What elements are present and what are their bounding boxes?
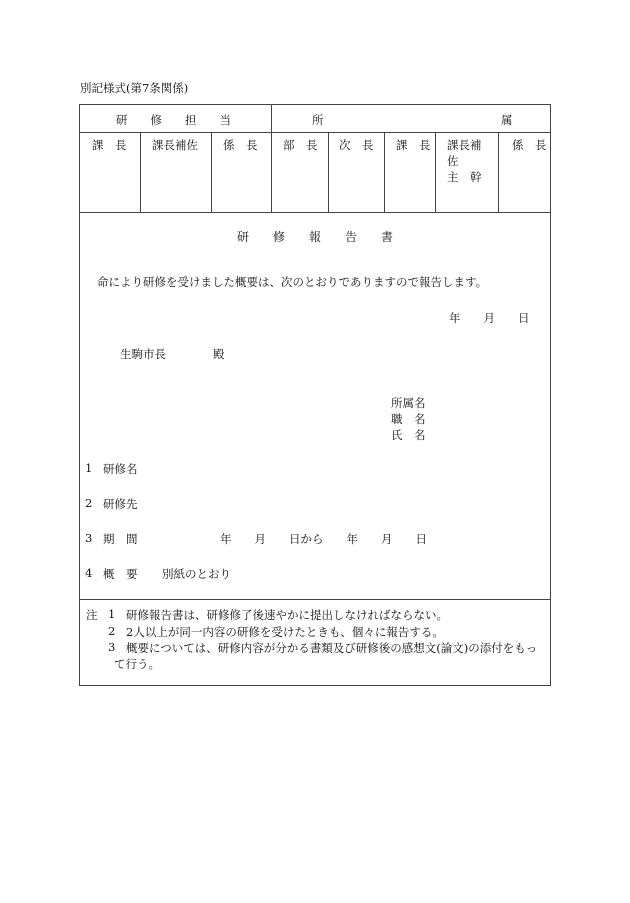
cell-kakaricho: 係 長 — [223, 138, 258, 152]
cell-kacho-hosa-shukan: 課長補 — [447, 138, 482, 152]
item-value-summary: 別紙のとおり — [162, 567, 231, 581]
divider — [80, 599, 550, 600]
header-affiliation-1: 所 — [312, 113, 324, 127]
divider — [328, 132, 329, 212]
report-body — [79, 212, 551, 686]
sender-name-label: 氏 名 — [391, 428, 426, 442]
header-training-dept: 研 修 担 当 — [116, 113, 231, 127]
approval-stamp-table — [79, 104, 551, 213]
item-label-period: 期 間 — [103, 532, 138, 546]
item-number: 4 — [85, 566, 93, 580]
divider — [140, 132, 141, 212]
intro-text: 命により研修を受けました概要は、次のとおりでありますので報告します。 — [97, 275, 488, 289]
honorific: 殿 — [213, 347, 225, 361]
note-number: 2 — [108, 624, 116, 638]
cell-kacho-2: 課 長 — [396, 138, 431, 152]
item-number: 3 — [85, 531, 93, 545]
cell-bucho: 部 長 — [283, 138, 318, 152]
sender-dept-label: 所属名 — [391, 396, 426, 410]
item-number: 1 — [85, 461, 93, 475]
report-title: 研 修 報 告 書 — [236, 230, 393, 244]
note-number: 3 — [108, 640, 116, 654]
addressee: 生駒市長 — [120, 347, 166, 361]
note-number: 1 — [108, 607, 116, 621]
cell-kacho-hosa: 課長補佐 — [152, 138, 198, 152]
header-affiliation-2: 属 — [501, 113, 513, 127]
divider — [271, 105, 272, 212]
cell-kakaricho-2: 係 長 — [512, 138, 547, 152]
form-caption: 別記様式(第7条関係) — [80, 81, 189, 95]
item-number: 2 — [85, 496, 93, 510]
sender-title-label: 職 名 — [391, 412, 426, 426]
date-line: 年 月 日 — [449, 311, 530, 325]
divider — [384, 132, 385, 212]
item-label-summary: 概 要 — [103, 567, 138, 581]
notes-prefix: 注 — [86, 608, 98, 622]
note-text: 研修報告書は、研修修了後速やかに提出しなければならない。 — [126, 608, 448, 622]
divider — [211, 132, 212, 212]
note-text: 2人以上が同一内容の研修を受けたときも、個々に報告する。 — [126, 625, 444, 639]
cell-kacho-hosa-shukan-3: 主 幹 — [447, 170, 482, 184]
note-text: 概要については、研修内容が分かる書類及び研修後の感想文(論文)の添付をもっ — [126, 641, 538, 655]
cell-jicho: 次 長 — [339, 138, 374, 152]
item-label-course: 研修名 — [103, 462, 138, 476]
divider — [80, 132, 550, 133]
item-label-venue: 研修先 — [103, 497, 138, 511]
note-text: て行う。 — [114, 657, 160, 671]
item-value-period: 年 月 日から 年 月 日 — [220, 532, 427, 546]
cell-kacho-hosa-shukan-2: 佐 — [447, 154, 459, 168]
divider — [498, 132, 499, 212]
divider — [435, 132, 436, 212]
cell-kacho: 課 長 — [92, 138, 127, 152]
